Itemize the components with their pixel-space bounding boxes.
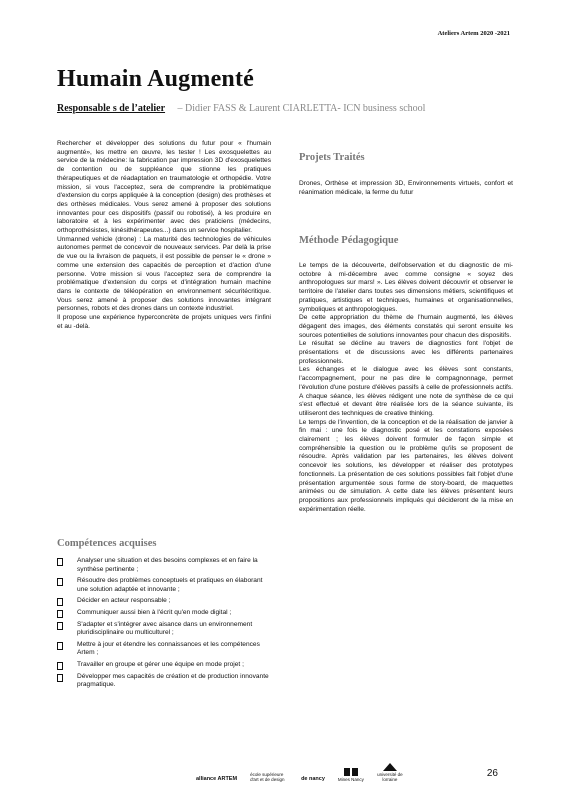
header-right: Ateliers Artem 2020 -2021 <box>437 30 510 37</box>
responsable-label: Responsable s de l’atelier <box>57 103 166 114</box>
checkbox-glyph-icon <box>57 662 63 670</box>
page-title: Humain Augmenté <box>57 66 255 92</box>
methode-paragraph-4: Les échanges et le dialogue avec les élèves sont constants, l'accompagnement, pour ne pas dire le compagnonnage, permet l'évolution d'une posture d'élèves passifs à celle de professionnels actifs. A chaque séance, les élèves rédigent une note de synthèse de ce qui s'est effectué et devant être réalisée lors de la séance suivante, ils utiliseront des techniques de creative thinking. <box>299 366 513 417</box>
partner-logos <box>196 760 403 782</box>
competences-heading: Compétences acquises <box>57 538 157 549</box>
list-item-text: Mettre à jour et étendre les connaissances et les compétences Artem ; <box>77 640 260 657</box>
competences-list <box>57 557 271 693</box>
list-item-text: Analyser une situation et des besoins complexes et en faire la synthèse pertinente ; <box>77 557 258 573</box>
methode-paragraph-1: Le temps de la découverte, dell'observation et du diagnostic de mi-octobre à mi-décembre avec comme consigne « soyez des anthropologues sur mars! ». Les élèves doivent découvrir et observer le territoire de l'atelier dans toutes ses dimensions métiers, scientifiques et pratiques, artistiques et techniques, humaines et organisationnelles, symboliques et anthropologiques. <box>299 262 513 313</box>
methode-text <box>299 262 513 514</box>
logo-universite-lorraine: université de lorraine <box>377 763 403 782</box>
list-item <box>57 621 271 638</box>
checkbox-glyph-icon <box>57 610 63 618</box>
projets-text <box>299 180 513 197</box>
methode-paragraph-3: Le résultat se décline au travers de diagnostics font l'objet de présentations et de discussions avec les différents partenaires professionnels. <box>299 340 513 365</box>
checkbox-glyph-icon <box>57 622 63 630</box>
intro-text <box>57 140 271 331</box>
methode-heading: Méthode Pédagogique <box>299 235 399 246</box>
intro-paragraph-1: Rechercher et développer des solutions du futur pour « l'humain augmenté», les mettre en œuvre, les tester ! Les exosquelettes au service de la médecine: la fabrication par impression 3D d'exosquelettes de contention ou de suppléance que stionne les pratiques thérapeutiques et de réadaptation en traumatologie et orthopédie. Votre mission, si vous l'acceptez, sera de comprendre la problématique d'extension du corps appliquée à la conception (design) des prothèses et des orthèses médicales. Vous serez amené à proposer des solutions innovantes pour ces dispositifs (passif ou robotisé), à les produire en laboratoire et à les expérimenter avec des praticiens (médecins, orthoprothésistes, kinésithérapeutes...) dans un service hospitalier. <box>57 140 271 235</box>
list-item <box>57 577 271 594</box>
list-item <box>57 609 271 618</box>
mines-icon <box>344 768 358 776</box>
checkbox-glyph-icon <box>57 598 63 606</box>
methode-paragraph-5: Le temps de l'invention, de la conception et de la réalisation de janvier à fin mai : une fois le diagnostic posé et les constations exposées clairement ; les élèves doivent formuler de façon simple et compréhensible la question ou le problème qu'ils se proposent de résoudre. Après validation par les partenaires, les élèves doivent concevoir les solutions, les développer et réaliser des prototypes fonctionnels. La présentation de ces solutions possibles fait l'objet d'une présentation argumentée sous forme de story-board, de maquettes animées ou de simulation. A cette date les élèves présentent leurs propositions aux professionnels impliqués qui décideront de la mise en expérimentation réelle. <box>299 418 513 513</box>
page-number: 26 <box>486 768 498 779</box>
subtitle <box>57 103 425 114</box>
projets-paragraph: Drones, Orthèse et impression 3D, Environnements virtuels, confort et réanimation médicale, la ferme du futur <box>299 180 513 196</box>
checkbox-glyph-icon <box>57 642 63 650</box>
list-item <box>57 557 271 574</box>
intro-paragraph-3: Il propose une expérience hyperconcrète de projets uniques vers l'infini et au -delà. <box>57 314 271 330</box>
list-item-text: Décider en acteur responsable ; <box>77 597 171 605</box>
projets-heading: Projets Traités <box>299 152 365 163</box>
list-item-text: S'adapter et s'intégrer avec aisance dans un environnement pluridisciplinaire ou multiculturel ; <box>77 620 253 637</box>
list-item-text: Développer mes capacités de création et de production innovante pragmatique. <box>77 672 269 689</box>
lorraine-icon <box>383 763 397 771</box>
methode-paragraph-2: De cette appropriation du thème de l'humain augmenté, les élèves dégagent des images, des éléments constatés qui seront ensuite les sources potentielles de solutions innovantes pour chacun des dispositifs. <box>299 314 513 339</box>
list-item <box>57 673 271 690</box>
list-item <box>57 641 271 658</box>
checkbox-glyph-icon <box>57 558 63 566</box>
logo-alliance-artem: alliance ARTEM <box>196 776 238 782</box>
intro-paragraph-2: Unmanned vehicle (drone) : La maturité des technologies de véhicules autonomes permet de concevoir de nouveaux services. Par delà la prise de vue ou la livraison de paquets, il est possible de penser le « drone » comme une extension des capacités de perception et d'action d'une personne. Votre mission si vous l'acceptez sera de comprendre la problématique d'extension du corps et d'intégration humain machine dans le contexte de téléopération en environnement sécuritécritique. Vous serez amené à proposer des solutions innovantes intégrant personnes, robots et des drones dans un contexte industriel. <box>57 235 271 313</box>
logo-mines-nancy: Mines Nancy <box>338 768 364 782</box>
list-item-text: Résoudre des problèmes conceptuels et pratiques en élaborant une solution adaptée et innovante ; <box>77 577 263 593</box>
responsable-names: – Didier FASS & Laurent CIARLETTA- ICN business school <box>177 103 426 114</box>
list-item-text: Communiquer aussi bien à l'écrit qu'en mode digital ; <box>77 608 232 616</box>
list-item <box>57 661 271 670</box>
logo-ensad: école supérieure d'art et de design <box>250 772 285 782</box>
list-item <box>57 597 271 606</box>
checkbox-glyph-icon <box>57 578 63 586</box>
checkbox-glyph-icon <box>57 674 63 682</box>
logo-nancy: de nancy <box>301 776 325 782</box>
list-item-text: Travailler en groupe et gérer une équipe en mode projet ; <box>77 660 244 668</box>
